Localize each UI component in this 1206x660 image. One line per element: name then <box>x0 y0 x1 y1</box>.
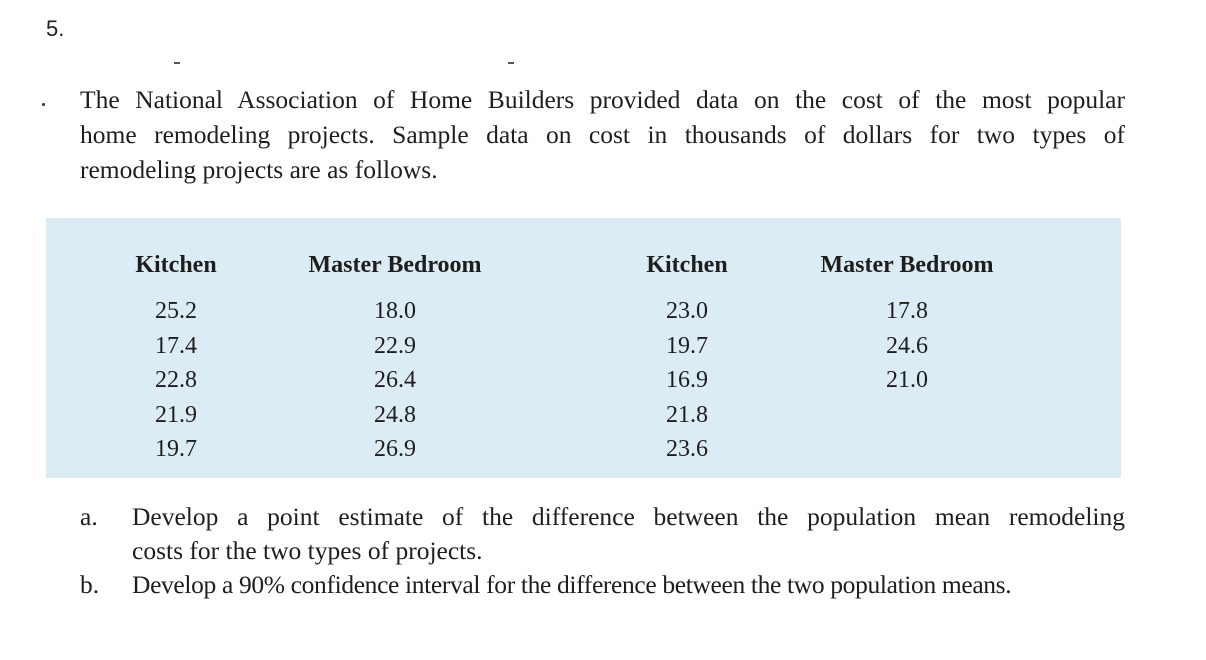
column-values-master-bedroom <box>886 294 928 398</box>
column-header-master-bedroom: Master Bedroom <box>820 252 994 278</box>
table-cell: 16.9 <box>666 367 708 393</box>
table-cell: 26.4 <box>374 367 416 393</box>
question-list <box>80 500 1125 602</box>
stray-mark <box>508 62 514 64</box>
bullet-dot <box>42 103 45 106</box>
question-text <box>132 568 1125 602</box>
table-cell: 24.6 <box>886 332 928 359</box>
question-a <box>80 500 1125 568</box>
table-cell: 21.8 <box>666 401 708 428</box>
table-cell: 24.8 <box>374 401 416 428</box>
column-header-master-bedroom: Master Bedroom <box>308 252 482 278</box>
table-cell: 25.2 <box>155 298 197 324</box>
table-cell: 21.0 <box>886 367 928 393</box>
table-cell: 23.0 <box>666 298 708 324</box>
column-values-kitchen <box>155 294 197 467</box>
question-label: a. <box>80 502 98 531</box>
problem-statement <box>80 82 1125 187</box>
table-cell: 26.9 <box>374 436 416 462</box>
table-cell: 19.7 <box>666 332 708 359</box>
table-cell: 19.7 <box>155 436 197 462</box>
table-cell: 21.9 <box>155 401 197 428</box>
question-text <box>132 500 1125 568</box>
statement-line: home remodeling projects. Sample data on cost in thousands of dollars for two types of <box>80 120 1125 149</box>
question-b <box>80 568 1125 602</box>
statement-line: The National Association of Home Builders provided data on the cost of the most popular <box>80 85 1125 114</box>
question-label: b. <box>80 570 100 599</box>
column-values-master-bedroom <box>374 294 416 467</box>
table-cell: 17.8 <box>886 298 928 324</box>
question-line: costs for the two types of projects. <box>132 536 483 565</box>
problem-number: 5. <box>46 16 65 41</box>
question-line: Develop a point estimate of the difference between the population mean remodeling <box>132 502 1125 531</box>
stray-mark <box>174 62 180 64</box>
table-cell: 18.0 <box>374 298 416 324</box>
table-cell: 23.6 <box>666 436 708 462</box>
column-values-kitchen <box>666 294 708 467</box>
statement-line: remodeling projects are as follows. <box>80 155 438 184</box>
table-cell: 17.4 <box>155 332 197 359</box>
question-line: Develop a 90% confidence interval for the difference between the two population means. <box>132 570 1012 599</box>
table-cell: 22.8 <box>155 367 197 393</box>
table-cell: 22.9 <box>374 332 416 359</box>
column-header-kitchen: Kitchen <box>135 252 217 278</box>
data-table <box>46 218 1121 478</box>
column-header-kitchen: Kitchen <box>646 252 728 278</box>
